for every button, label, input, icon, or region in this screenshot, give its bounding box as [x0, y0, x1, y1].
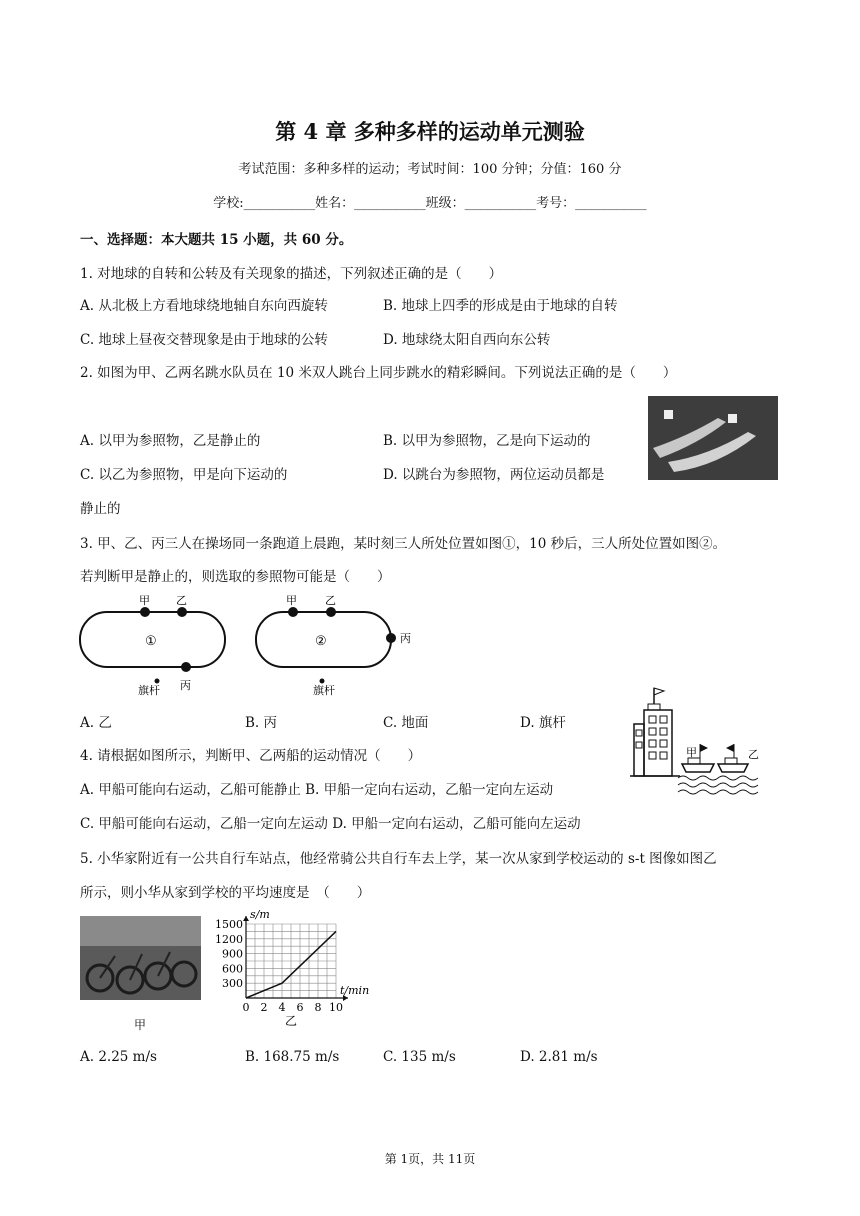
q4-options-ab: A. 甲船可能向右运动，乙船可能静止 B. 甲船一定向右运动，乙船一定向左运动: [80, 782, 554, 798]
y-tick-label: 600: [222, 962, 243, 976]
fig1-label-jia: 甲: [139, 594, 150, 607]
y-tick-label: 1500: [215, 918, 243, 931]
chart-caption: 乙: [284, 1014, 298, 1028]
exam-info: 考试范围：多种多样的运动；考试时间：100 分钟；分值：160 分: [238, 162, 622, 177]
q2-option-d: D. 以跳台为参照物，两位运动员都是: [383, 467, 605, 483]
question-5-stem: 5. 小华家附近有一公共自行车站点，他经常骑公共自行车去上学，某一次从家到学校运动的 s-t 图像如图乙: [80, 851, 717, 867]
q1-option-d: D. 地球绕太阳自西向东公转: [383, 332, 551, 348]
q2-option-b: B. 以甲为参照物，乙是向下运动的: [383, 433, 591, 449]
q1-option-c: C. 地球上昼夜交替现象是由于地球的公转: [80, 332, 328, 348]
x-tick-label: 4: [278, 1001, 286, 1014]
q2-option-c: C. 以乙为参照物，甲是向下运动的: [80, 467, 288, 483]
boats-figure: [630, 686, 765, 798]
fig1-label-bing: 丙: [180, 679, 191, 692]
page-footer: 第 1页，共 11页: [384, 1152, 476, 1166]
q3-option-c: C. 地面: [383, 715, 429, 731]
y-axis-arrow: [243, 916, 249, 921]
y-tick-label: 300: [222, 977, 243, 991]
q2-option-a: A. 以甲为参照物，乙是静止的: [80, 433, 261, 449]
fig2-label-jia: 甲: [286, 594, 297, 607]
x-tick-label: 8: [314, 1001, 322, 1014]
fig1-label-flag: 旗杆: [138, 684, 160, 697]
question-1-stem: 1. 对地球的自转和公转及有关现象的描述，下列叙述正确的是（ ）: [80, 266, 503, 282]
x-tick-label: 6: [296, 1001, 304, 1014]
fig2-label-bing: 丙: [400, 632, 411, 645]
y-tick-label: 900: [222, 947, 243, 961]
x-tick-label: 2: [260, 1001, 268, 1014]
x-axis-label: t/min: [340, 984, 370, 997]
diving-photo: [648, 396, 778, 480]
fig1-number: ①: [145, 634, 157, 649]
track-figure: [78, 594, 423, 698]
q1-option-b: B. 地球上四季的形成是由于地球的自转: [383, 298, 618, 314]
q1-option-a: A. 从北极上方看地球绕地轴自东向西旋转: [80, 298, 328, 314]
question-5-stem-cont: 所示，则小华从家到学校的平均速度是 （ ）: [80, 885, 371, 901]
photo-caption-jia: 甲: [134, 1018, 147, 1032]
fig2-label-yi: 乙: [325, 594, 336, 607]
q3-option-d: D. 旗杆: [520, 715, 566, 731]
q3-option-b: B. 丙: [245, 715, 278, 731]
x-tick-label: 0: [242, 1001, 250, 1014]
fig1-label-yi: 乙: [176, 594, 187, 607]
q5-option-d: D. 2.81 m/s: [520, 1049, 598, 1065]
boat-label-jia: 甲: [686, 746, 697, 759]
section-heading: 一、选择题：本大题共 15 小题，共 60 分。: [80, 232, 353, 248]
q2-option-d-continued: 静止的: [80, 501, 121, 517]
y-tick-label: 1200: [215, 932, 243, 946]
q5-option-b: B. 168.75 m/s: [245, 1049, 340, 1065]
q4-options-cd: C. 甲船可能向右运动，乙船一定向左运动 D. 甲船一定向右运动，乙船可能向左运动: [80, 816, 581, 832]
question-2-stem: 2. 如图为甲、乙两名跳水队员在 10 米双人跳台上同步跳水的精彩瞬间。下列说法正确的是（ ）: [80, 365, 677, 381]
st-chart: [214, 910, 374, 1032]
page-title: 第 4 章 多种多样的运动单元测验: [275, 119, 585, 144]
q5-option-a: A. 2.25 m/s: [80, 1049, 157, 1065]
student-info-fields: 学校:___________姓名：___________班级：___________考号：___________: [213, 196, 647, 211]
bicycle-photo: [80, 916, 201, 1000]
question-3-stem-cont: 若判断甲是静止的，则选取的参照物可能是（ ）: [80, 569, 391, 585]
y-axis-label: s/m: [250, 910, 270, 921]
fig2-number: ②: [315, 634, 327, 649]
q3-option-a: A. 乙: [80, 715, 112, 731]
q5-option-c: C. 135 m/s: [383, 1049, 456, 1065]
question-3-stem: 3. 甲、乙、丙三人在操场同一条跑道上晨跑，某时刻三人所处位置如图①，10 秒后，三人所处位置如图②。: [80, 536, 727, 552]
question-4-stem: 4. 请根据如图所示，判断甲、乙两船的运动情况（ ）: [80, 748, 422, 764]
boat-label-yi: 乙: [748, 748, 759, 761]
x-tick-label: 10: [329, 1001, 343, 1014]
fig2-label-flag: 旗杆: [313, 684, 335, 697]
